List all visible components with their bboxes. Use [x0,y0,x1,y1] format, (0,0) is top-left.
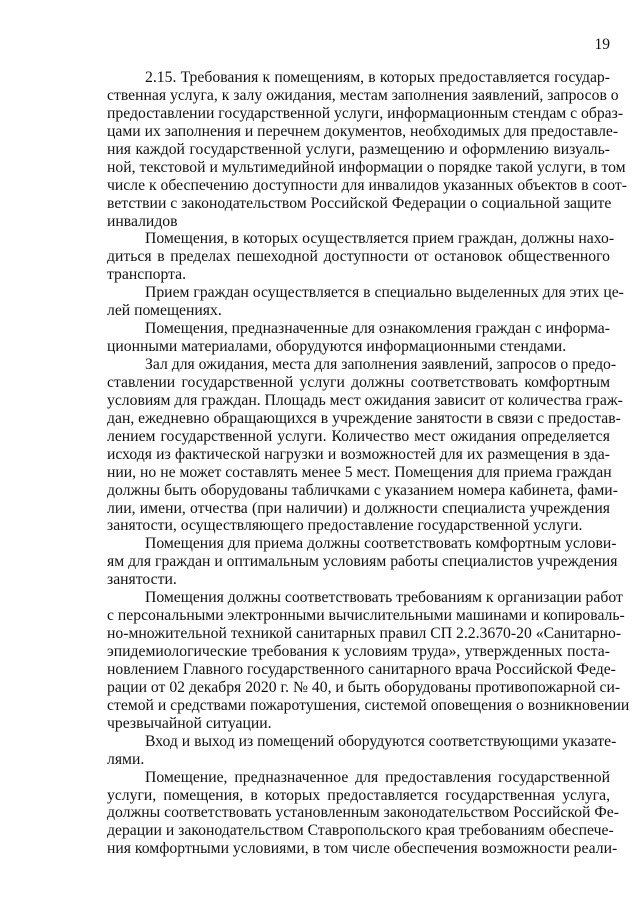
paragraph [107,284,624,320]
paragraph [107,768,619,859]
text-line: дан, ежедневно обращающихся в учреждение занятости в связи с предостав- [107,409,621,427]
paragraph [107,732,617,769]
text-line: должны быть оборудованы табличками с указанием номера кабинета, фами- [107,481,618,499]
text-line: 2.15. Требования к помещениям, в которых предоставляется государ- [145,69,610,86]
text-line: занятости, осуществляющего предоставление государственной услуги. [107,517,583,535]
text-line: предоставлении государственной услуги, информационным стендам с образ- [107,104,624,122]
text-line: ставлении государственной услуги должны соответствовать комфортным [107,373,610,391]
text-line: новлением Главного государственного санитарного врача Российской Феде- [107,660,616,678]
text-line: ционными материалами, оборудуются информационными стендами. [107,338,567,356]
text-line: цами их заполнения и перечнем документов, необходимых для предоставле- [107,122,619,140]
text-line: условиям для граждан. Площадь мест ожидания зависит от количества граж- [107,391,623,409]
text-line: лей помещениях. [107,302,222,320]
text-line: стемой и средствами пожаротушения, системой оповещения о возникновении [107,696,630,714]
text-line: ветствии с законодательством Российской Федерации о социальной защите [107,194,612,212]
text-line: транспорта. [107,266,187,284]
paragraph [107,356,623,535]
paragraph [107,69,627,230]
text-line: занятости. [107,571,177,589]
text-line: Помещение, предназначенное для предоставления государственной [145,768,610,786]
text-line: Прием граждан осуществляется в специально выделенных для этих це- [145,284,624,302]
text-line: Зал для ожидания, места для заполнения заявлений, запросов о предо- [145,356,617,373]
paragraph [107,230,615,284]
text-line: ной, текстовой и мультимедийной информации о порядке такой услуги, в том [107,158,626,176]
text-line: ственная услуга, к залу ожидания, местам заполнения заявлений, запросов о [107,86,619,104]
text-line: лии, имени, отчества (при наличии) и должности специалиста учреждения [107,499,610,517]
paragraph [107,320,610,356]
text-line: числе к обеспечению доступности для инвалидов указанных объектов в соот- [107,176,627,194]
paragraph [107,535,618,589]
text-line: рации от 02 декабря 2020 г. № 40, и быть оборудованы противопожарной си- [107,678,621,696]
text-line: чрезвычайной ситуации. [107,714,272,732]
text-line: ям для граждан и оптимальным условиям работы специалистов учреждения [107,553,618,571]
text-line: эпидемиологические требования к условиям труда», утвержденных поста- [107,643,610,660]
text-line: лением государственной услуги. Количество мест ожидания определяется [107,427,610,445]
text-line: но-множительной техникой санитарных правил СП 2.2.3670-20 «Санитарно- [107,625,622,643]
text-line: исходя из фактической нагрузки и возможностей для их размещения в зда- [107,445,610,463]
text-line: лями. [107,750,145,768]
text-line: инвалидов [107,212,178,230]
text-line: дерации и законодательством Ставропольского края требованиям обеспече- [107,822,614,840]
text-line: Помещения для приема должны соответствовать комфортным услови- [145,535,617,553]
text-line: Помещения, в которых осуществляется прием граждан, должны нахо- [145,230,615,248]
text-line: должны соответствовать установленным законодательством Российской Фе- [107,804,619,822]
text-line: ния комфортными условиями, в том числе обеспечения возможности реали- [107,840,618,858]
text-line: ния каждой государственной услуги, размещению и оформлению визуаль- [107,140,610,158]
document-body [107,69,630,858]
page-number: 19 [594,36,610,53]
paragraph [107,589,630,733]
text-line: услуги, помещения, в которых предоставляется государственная услуга, [107,786,610,804]
text-line: нии, но не может составлять менее 5 мест. Помещения для приема граждан [107,463,612,481]
text-line: Помещения, предназначенные для ознакомления граждан с информа- [145,320,610,338]
text-line: диться в пределах пешеходной доступности от остановок общественного [107,248,610,266]
text-line: Вход и выход из помещений оборудуются соответствующими указате- [145,732,617,750]
text-line: с персональными электронными вычислительными машинами и копироваль- [107,607,625,625]
text-line: Помещения должны соответствовать требованиям к организации работ [145,589,623,607]
